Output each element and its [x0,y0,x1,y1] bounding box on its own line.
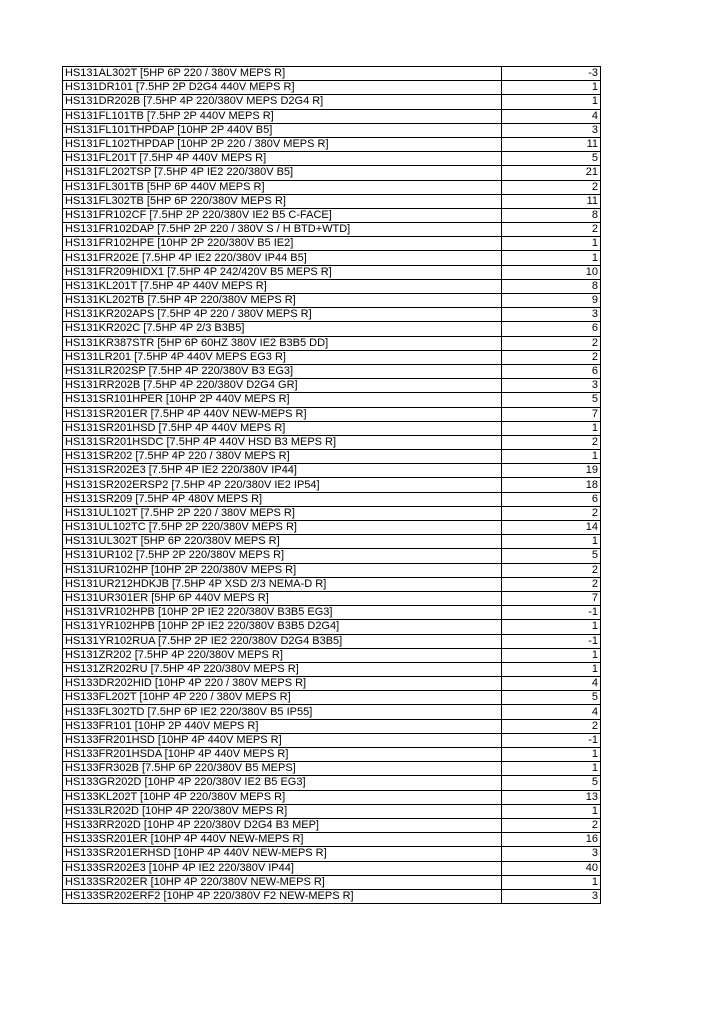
table-row [63,776,601,790]
quantity-cell: 6 [502,492,601,506]
item-description-cell: HS131FL101TB [7.5HP 2P 440V MEPS R] [63,109,502,123]
table-row [63,691,601,705]
quantity-cell: 2 [502,435,601,449]
item-description-cell: HS131SR202 [7.5HP 4P 220 / 380V MEPS R] [63,450,502,464]
table-row [63,379,601,393]
quantity-cell: 5 [502,549,601,563]
table-row [63,322,601,336]
table-row [63,137,601,151]
quantity-cell: -3 [502,67,601,81]
item-description-cell: HS131ZR202RU [7.5HP 4P 220/380V MEPS R] [63,662,502,676]
table-row [63,535,601,549]
quantity-cell: 1 [502,648,601,662]
inventory-table [62,66,601,904]
item-description-cell: HS131ZR202 [7.5HP 4P 220/380V MEPS R] [63,648,502,662]
table-row [63,804,601,818]
item-description-cell: HS133FR302B [7.5HP 6P 220/380V B5 MEPS] [63,762,502,776]
quantity-cell: 13 [502,790,601,804]
quantity-cell: 40 [502,861,601,875]
item-description-cell: HS131FR102CF [7.5HP 2P 220/380V IE2 B5 C-FACE] [63,208,502,222]
table-row [63,733,601,747]
quantity-cell: 1 [502,620,601,634]
item-description-cell: HS131KR202C [7.5HP 4P 2/3 B3B5] [63,322,502,336]
table-row [63,81,601,95]
quantity-cell: 4 [502,705,601,719]
table-row [63,435,601,449]
quantity-cell: 1 [502,237,601,251]
item-description-cell: HS131FR102DAP [7.5HP 2P 220 / 380V S / H BTD+WTD] [63,223,502,237]
table-row [63,294,601,308]
item-description-cell: HS131FL201T [7.5HP 4P 440V MEPS R] [63,152,502,166]
quantity-cell: 1 [502,95,601,109]
quantity-cell: 10 [502,265,601,279]
table-row [63,762,601,776]
item-description-cell: HS131UL102T [7.5HP 2P 220 / 380V MEPS R] [63,506,502,520]
table-row [63,208,601,222]
table-row [63,180,601,194]
quantity-cell: 4 [502,677,601,691]
table-row [63,861,601,875]
item-description-cell: HS131FL202TSP [7.5HP 4P IE2 220/380V B5] [63,166,502,180]
table-row [63,563,601,577]
quantity-cell: 11 [502,194,601,208]
item-description-cell: HS133LR202D [10HP 4P 220/380V MEPS R] [63,804,502,818]
item-description-cell: HS131LR201 [7.5HP 4P 440V MEPS EG3 R] [63,350,502,364]
table-row [63,492,601,506]
table-row [63,393,601,407]
table-row [63,350,601,364]
quantity-cell: 7 [502,407,601,421]
item-description-cell: HS133FL302TD [7.5HP 6P IE2 220/380V B5 IP55] [63,705,502,719]
table-row [63,336,601,350]
table-row [63,705,601,719]
quantity-cell: 2 [502,577,601,591]
item-description-cell: HS131UR102HP [10HP 2P 220/380V MEPS R] [63,563,502,577]
quantity-cell: 3 [502,847,601,861]
item-description-cell: HS131LR202SP [7.5HP 4P 220/380V B3 EG3] [63,364,502,378]
table-row [63,889,601,903]
quantity-cell: 4 [502,109,601,123]
quantity-cell: 5 [502,691,601,705]
item-description-cell: HS131FR202E [7.5HP 4P IE2 220/380V IP44 B5] [63,251,502,265]
table-row [63,166,601,180]
item-description-cell: HS131KR387STR [5HP 6P 60HZ 380V IE2 B3B5 DD] [63,336,502,350]
item-description-cell: HS131UR102 [7.5HP 2P 220/380V MEPS R] [63,549,502,563]
quantity-cell: 7 [502,591,601,605]
quantity-cell: 21 [502,166,601,180]
quantity-cell: 2 [502,563,601,577]
quantity-cell: 1 [502,875,601,889]
quantity-cell: 6 [502,364,601,378]
table-row [63,194,601,208]
item-description-cell: HS131SR202ERSP2 [7.5HP 4P 220/380V IE2 IP54] [63,478,502,492]
quantity-cell: 2 [502,223,601,237]
quantity-cell: 5 [502,152,601,166]
table-row [63,67,601,81]
table-row [63,606,601,620]
quantity-cell: 19 [502,464,601,478]
quantity-cell: 9 [502,294,601,308]
table-row [63,152,601,166]
item-description-cell: HS131SR101HPER [10HP 2P 440V MEPS R] [63,393,502,407]
item-description-cell: HS131SR201HSD [7.5HP 4P 440V MEPS R] [63,421,502,435]
item-description-cell: HS133SR202ERF2 [10HP 4P 220/380V F2 NEW-MEPS R] [63,889,502,903]
item-description-cell: HS131SR202E3 [7.5HP 4P IE2 220/380V IP44] [63,464,502,478]
table-row [63,364,601,378]
table-row [63,790,601,804]
item-description-cell: HS131FL101THPDAP [10HP 2P 440V B5] [63,123,502,137]
table-row [63,875,601,889]
quantity-cell: 5 [502,393,601,407]
item-description-cell: HS131YR102HPB [10HP 2P IE2 220/380V B3B5 D2G4] [63,620,502,634]
item-description-cell: HS131FL102THPDAP [10HP 2P 220 / 380V MEPS R] [63,137,502,151]
table-row [63,450,601,464]
quantity-cell: 8 [502,208,601,222]
quantity-cell: -1 [502,606,601,620]
quantity-cell: 3 [502,308,601,322]
quantity-cell: 11 [502,137,601,151]
quantity-cell: 1 [502,421,601,435]
item-description-cell: HS133DR202HID [10HP 4P 220 / 380V MEPS R] [63,677,502,691]
table-row [63,847,601,861]
table-row [63,407,601,421]
item-description-cell: HS131YR102RUA [7.5HP 2P IE2 220/380V D2G4 B3B5] [63,634,502,648]
item-description-cell: HS131KL202TB [7.5HP 4P 220/380V MEPS R] [63,294,502,308]
item-description-cell: HS131KL201T [7.5HP 4P 440V MEPS R] [63,279,502,293]
table-row [63,634,601,648]
table-row [63,506,601,520]
item-description-cell: HS131KR202APS [7.5HP 4P 220 / 380V MEPS R] [63,308,502,322]
quantity-cell: 18 [502,478,601,492]
table-row [63,677,601,691]
item-description-cell: HS131UR212HDKJB [7.5HP 4P XSD 2/3 NEMA-D R] [63,577,502,591]
quantity-cell: 3 [502,123,601,137]
item-description-cell: HS131AL302T [5HP 6P 220 / 380V MEPS R] [63,67,502,81]
table-row [63,95,601,109]
table-row [63,591,601,605]
table-row [63,421,601,435]
item-description-cell: HS131DR101 [7.5HP 2P D2G4 440V MEPS R] [63,81,502,95]
quantity-cell: 1 [502,450,601,464]
item-description-cell: HS131SR209 [7.5HP 4P 480V MEPS R] [63,492,502,506]
item-description-cell: HS133SR202E3 [10HP 4P IE2 220/380V IP44] [63,861,502,875]
quantity-cell: 14 [502,521,601,535]
table-row [63,279,601,293]
item-description-cell: HS131FR102HPE [10HP 2P 220/380V B5 IE2] [63,237,502,251]
quantity-cell: 1 [502,662,601,676]
item-description-cell: HS133GR202D [10HP 4P 220/380V IE2 B5 EG3] [63,776,502,790]
quantity-cell: 1 [502,804,601,818]
table-row [63,719,601,733]
item-description-cell: HS133RR202D [10HP 4P 220/380V D2G4 B3 MEP] [63,818,502,832]
item-description-cell: HS133SR202ER [10HP 4P 220/380V NEW-MEPS R] [63,875,502,889]
item-description-cell: HS131UL102TC [7.5HP 2P 220/380V MEPS R] [63,521,502,535]
table-row [63,577,601,591]
quantity-cell: 2 [502,506,601,520]
item-description-cell: HS133FR101 [10HP 2P 440V MEPS R] [63,719,502,733]
quantity-cell: 1 [502,748,601,762]
table-row [63,308,601,322]
table-row [63,464,601,478]
item-description-cell: HS131VR102HPB [10HP 2P IE2 220/380V B3B5 EG3] [63,606,502,620]
item-description-cell: HS133SR201ERHSD [10HP 4P 440V NEW-MEPS R] [63,847,502,861]
quantity-cell: -1 [502,634,601,648]
quantity-cell: 3 [502,889,601,903]
quantity-cell: 1 [502,762,601,776]
table-row [63,223,601,237]
quantity-cell: -1 [502,733,601,747]
item-description-cell: HS133SR201ER [10HP 4P 440V NEW-MEPS R] [63,833,502,847]
item-description-cell: HS131FL301TB [5HP 6P 440V MEPS R] [63,180,502,194]
table-row [63,748,601,762]
item-description-cell: HS131UR301ER [5HP 6P 440V MEPS R] [63,591,502,605]
table-row [63,662,601,676]
item-description-cell: HS133KL202T [10HP 4P 220/380V MEPS R] [63,790,502,804]
item-description-cell: HS131DR202B [7.5HP 4P 220/380V MEPS D2G4 R] [63,95,502,109]
table-row [63,109,601,123]
table-row [63,251,601,265]
table-row [63,648,601,662]
item-description-cell: HS131FL302TB [5HP 6P 220/380V MEPS R] [63,194,502,208]
quantity-cell: 8 [502,279,601,293]
item-description-cell: HS131UL302T [5HP 6P 220/380V MEPS R] [63,535,502,549]
quantity-cell: 6 [502,322,601,336]
quantity-cell: 2 [502,180,601,194]
item-description-cell: HS131SR201HSDC [7.5HP 4P 440V HSD B3 MEPS R] [63,435,502,449]
item-description-cell: HS133FR201HSD [10HP 4P 440V MEPS R] [63,733,502,747]
table-row [63,549,601,563]
quantity-cell: 2 [502,719,601,733]
table-row [63,478,601,492]
table-row [63,521,601,535]
quantity-cell: 2 [502,818,601,832]
quantity-cell: 2 [502,350,601,364]
table-row [63,833,601,847]
table-row [63,818,601,832]
table-row [63,265,601,279]
table-row [63,237,601,251]
quantity-cell: 5 [502,776,601,790]
item-description-cell: HS131FR209HIDX1 [7.5HP 4P 242/420V B5 MEPS R] [63,265,502,279]
table-row [63,123,601,137]
quantity-cell: 1 [502,251,601,265]
quantity-cell: 2 [502,336,601,350]
table-row [63,620,601,634]
quantity-cell: 16 [502,833,601,847]
item-description-cell: HS131RR202B [7.5HP 4P 220/380V D2G4 GR] [63,379,502,393]
quantity-cell: 3 [502,379,601,393]
item-description-cell: HS131SR201ER [7.5HP 4P 440V NEW-MEPS R] [63,407,502,421]
item-description-cell: HS133FR201HSDA [10HP 4P 440V MEPS R] [63,748,502,762]
item-description-cell: HS133FL202T [10HP 4P 220 / 380V MEPS R] [63,691,502,705]
inventory-table-body [63,67,601,904]
quantity-cell: 1 [502,81,601,95]
quantity-cell: 1 [502,535,601,549]
